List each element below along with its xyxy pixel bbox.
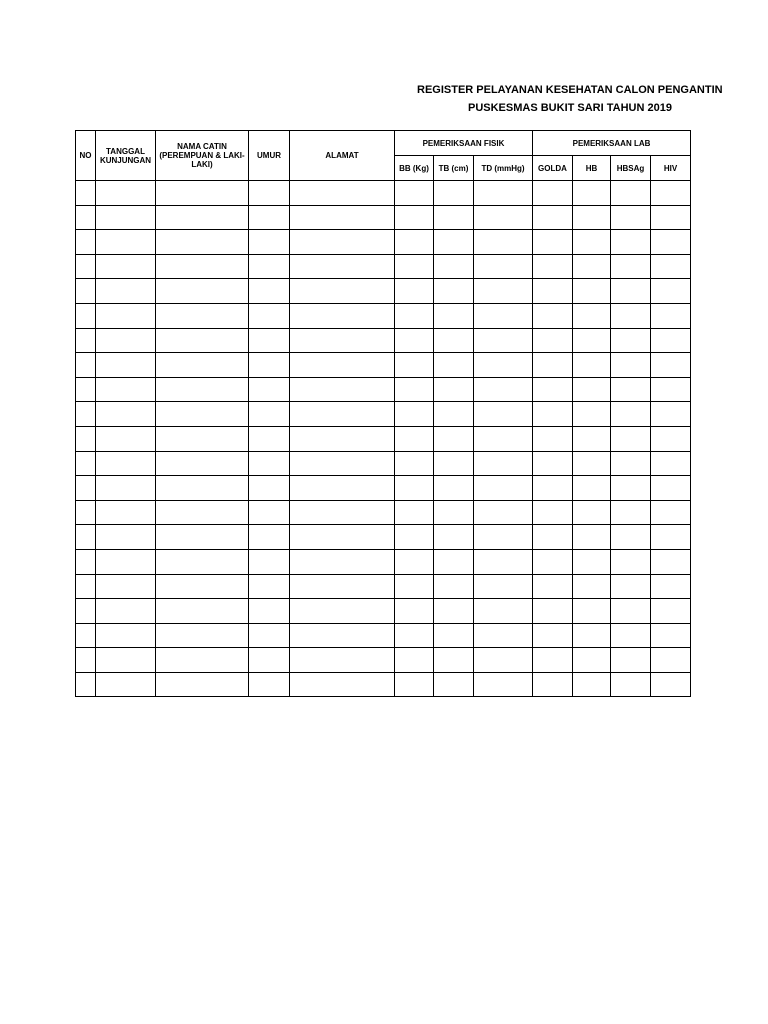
cell-no xyxy=(76,353,96,378)
cell-no xyxy=(76,672,96,697)
cell-hbsag xyxy=(611,230,651,255)
cell-bb xyxy=(395,303,434,328)
cell-tb xyxy=(434,181,474,206)
cell-golda xyxy=(533,328,573,353)
cell-tb xyxy=(434,648,474,673)
cell-tanggal xyxy=(96,328,156,353)
cell-td xyxy=(474,426,533,451)
cell-hbsag xyxy=(611,181,651,206)
cell-tb xyxy=(434,672,474,697)
cell-alamat xyxy=(290,476,395,501)
cell-hb xyxy=(573,377,611,402)
cell-umur xyxy=(249,672,290,697)
cell-hbsag xyxy=(611,402,651,427)
cell-hiv xyxy=(651,451,691,476)
cell-tanggal xyxy=(96,181,156,206)
cell-alamat xyxy=(290,279,395,304)
cell-golda xyxy=(533,672,573,697)
cell-nama xyxy=(156,500,249,525)
cell-hiv xyxy=(651,623,691,648)
cell-nama xyxy=(156,525,249,550)
cell-hbsag xyxy=(611,353,651,378)
cell-hiv xyxy=(651,328,691,353)
cell-golda xyxy=(533,500,573,525)
cell-nama xyxy=(156,279,249,304)
cell-umur xyxy=(249,426,290,451)
cell-umur xyxy=(249,279,290,304)
cell-tb xyxy=(434,402,474,427)
cell-bb xyxy=(395,230,434,255)
cell-umur xyxy=(249,549,290,574)
cell-td xyxy=(474,279,533,304)
table-row xyxy=(76,525,691,550)
cell-no xyxy=(76,181,96,206)
cell-tb xyxy=(434,623,474,648)
cell-tb xyxy=(434,500,474,525)
cell-hbsag xyxy=(611,574,651,599)
cell-hbsag xyxy=(611,279,651,304)
cell-golda xyxy=(533,451,573,476)
cell-bb xyxy=(395,402,434,427)
table-row xyxy=(76,672,691,697)
header-umur: UMUR xyxy=(249,131,290,181)
cell-golda xyxy=(533,181,573,206)
cell-tanggal xyxy=(96,599,156,624)
cell-td xyxy=(474,648,533,673)
cell-hbsag xyxy=(611,476,651,501)
cell-golda xyxy=(533,353,573,378)
table-row xyxy=(76,549,691,574)
cell-no xyxy=(76,648,96,673)
cell-nama xyxy=(156,402,249,427)
cell-hiv xyxy=(651,181,691,206)
cell-hiv xyxy=(651,599,691,624)
cell-hiv xyxy=(651,254,691,279)
cell-bb xyxy=(395,279,434,304)
cell-tb xyxy=(434,230,474,255)
cell-td xyxy=(474,525,533,550)
cell-golda xyxy=(533,648,573,673)
header-pemeriksaan-fisik: PEMERIKSAAN FISIK xyxy=(395,131,533,156)
cell-td xyxy=(474,181,533,206)
cell-tanggal xyxy=(96,500,156,525)
cell-hb xyxy=(573,254,611,279)
cell-td xyxy=(474,377,533,402)
header-td: TD (mmHg) xyxy=(474,156,533,181)
cell-bb xyxy=(395,181,434,206)
cell-nama xyxy=(156,549,249,574)
cell-alamat xyxy=(290,205,395,230)
cell-hiv xyxy=(651,648,691,673)
cell-bb xyxy=(395,574,434,599)
cell-hiv xyxy=(651,574,691,599)
document-title xyxy=(417,83,768,115)
cell-no xyxy=(76,549,96,574)
cell-hb xyxy=(573,599,611,624)
header-tanggal-kunjungan: TANGGAL KUNJUNGAN xyxy=(96,131,156,181)
cell-hiv xyxy=(651,500,691,525)
table-row xyxy=(76,648,691,673)
cell-nama xyxy=(156,230,249,255)
cell-no xyxy=(76,230,96,255)
cell-golda xyxy=(533,623,573,648)
cell-hbsag xyxy=(611,328,651,353)
cell-nama xyxy=(156,353,249,378)
cell-no xyxy=(76,279,96,304)
cell-alamat xyxy=(290,599,395,624)
table-row xyxy=(76,623,691,648)
cell-umur xyxy=(249,525,290,550)
cell-hb xyxy=(573,279,611,304)
cell-alamat xyxy=(290,672,395,697)
cell-umur xyxy=(249,648,290,673)
cell-hiv xyxy=(651,353,691,378)
cell-no xyxy=(76,623,96,648)
header-hb: HB xyxy=(573,156,611,181)
cell-hiv xyxy=(651,476,691,501)
table-row xyxy=(76,377,691,402)
table-row xyxy=(76,328,691,353)
cell-hbsag xyxy=(611,303,651,328)
cell-tanggal xyxy=(96,402,156,427)
cell-no xyxy=(76,254,96,279)
cell-tanggal xyxy=(96,254,156,279)
cell-nama xyxy=(156,672,249,697)
cell-hbsag xyxy=(611,549,651,574)
table-row xyxy=(76,500,691,525)
cell-nama xyxy=(156,648,249,673)
cell-hbsag xyxy=(611,623,651,648)
cell-hiv xyxy=(651,230,691,255)
cell-bb xyxy=(395,549,434,574)
cell-umur xyxy=(249,574,290,599)
cell-alamat xyxy=(290,623,395,648)
cell-no xyxy=(76,525,96,550)
cell-hb xyxy=(573,205,611,230)
cell-alamat xyxy=(290,377,395,402)
cell-alamat xyxy=(290,451,395,476)
cell-alamat xyxy=(290,525,395,550)
cell-tb xyxy=(434,353,474,378)
cell-td xyxy=(474,303,533,328)
cell-bb xyxy=(395,451,434,476)
cell-alamat xyxy=(290,500,395,525)
cell-bb xyxy=(395,426,434,451)
cell-hb xyxy=(573,476,611,501)
cell-golda xyxy=(533,549,573,574)
cell-tanggal xyxy=(96,377,156,402)
cell-tb xyxy=(434,549,474,574)
cell-no xyxy=(76,402,96,427)
cell-umur xyxy=(249,599,290,624)
cell-golda xyxy=(533,279,573,304)
header-alamat: ALAMAT xyxy=(290,131,395,181)
cell-bb xyxy=(395,205,434,230)
cell-umur xyxy=(249,328,290,353)
cell-tanggal xyxy=(96,426,156,451)
cell-td xyxy=(474,353,533,378)
cell-nama xyxy=(156,303,249,328)
cell-tb xyxy=(434,303,474,328)
table-row xyxy=(76,230,691,255)
cell-umur xyxy=(249,353,290,378)
cell-bb xyxy=(395,623,434,648)
cell-tanggal xyxy=(96,451,156,476)
cell-no xyxy=(76,328,96,353)
title-line-2: PUSKESMAS BUKIT SARI TAHUN 2019 xyxy=(468,102,672,114)
cell-td xyxy=(474,402,533,427)
cell-tanggal xyxy=(96,279,156,304)
cell-tb xyxy=(434,426,474,451)
cell-hiv xyxy=(651,205,691,230)
cell-hiv xyxy=(651,377,691,402)
cell-alamat xyxy=(290,549,395,574)
cell-alamat xyxy=(290,254,395,279)
cell-td xyxy=(474,205,533,230)
cell-tanggal xyxy=(96,230,156,255)
cell-td xyxy=(474,328,533,353)
cell-hbsag xyxy=(611,451,651,476)
register-body xyxy=(76,181,691,697)
cell-hb xyxy=(573,328,611,353)
cell-hb xyxy=(573,525,611,550)
cell-hbsag xyxy=(611,648,651,673)
cell-nama xyxy=(156,205,249,230)
cell-nama xyxy=(156,623,249,648)
cell-hb xyxy=(573,648,611,673)
cell-tanggal xyxy=(96,476,156,501)
cell-golda xyxy=(533,402,573,427)
cell-golda xyxy=(533,599,573,624)
cell-hb xyxy=(573,574,611,599)
cell-hiv xyxy=(651,426,691,451)
cell-td xyxy=(474,574,533,599)
cell-hiv xyxy=(651,549,691,574)
header-tb: TB (cm) xyxy=(434,156,474,181)
cell-hb xyxy=(573,451,611,476)
cell-umur xyxy=(249,230,290,255)
cell-alamat xyxy=(290,574,395,599)
cell-golda xyxy=(533,426,573,451)
cell-hb xyxy=(573,402,611,427)
cell-golda xyxy=(533,525,573,550)
register-table xyxy=(75,130,691,697)
cell-hb xyxy=(573,353,611,378)
cell-nama xyxy=(156,426,249,451)
cell-no xyxy=(76,205,96,230)
header-bb: BB (Kg) xyxy=(395,156,434,181)
cell-tb xyxy=(434,205,474,230)
cell-nama xyxy=(156,476,249,501)
cell-hbsag xyxy=(611,377,651,402)
cell-nama xyxy=(156,599,249,624)
cell-bb xyxy=(395,353,434,378)
cell-golda xyxy=(533,377,573,402)
cell-hbsag xyxy=(611,205,651,230)
header-golda: GOLDA xyxy=(533,156,573,181)
cell-alamat xyxy=(290,402,395,427)
cell-no xyxy=(76,476,96,501)
cell-bb xyxy=(395,500,434,525)
cell-tanggal xyxy=(96,672,156,697)
cell-golda xyxy=(533,303,573,328)
cell-hb xyxy=(573,303,611,328)
cell-nama xyxy=(156,377,249,402)
cell-tanggal xyxy=(96,574,156,599)
cell-alamat xyxy=(290,426,395,451)
cell-hbsag xyxy=(611,525,651,550)
cell-td xyxy=(474,451,533,476)
cell-umur xyxy=(249,254,290,279)
cell-hb xyxy=(573,672,611,697)
cell-no xyxy=(76,451,96,476)
cell-umur xyxy=(249,303,290,328)
cell-hb xyxy=(573,426,611,451)
cell-no xyxy=(76,500,96,525)
cell-hbsag xyxy=(611,254,651,279)
header-hiv: HIV xyxy=(651,156,691,181)
cell-alamat xyxy=(290,181,395,206)
table-row xyxy=(76,353,691,378)
cell-no xyxy=(76,574,96,599)
cell-tb xyxy=(434,451,474,476)
cell-td xyxy=(474,672,533,697)
cell-golda xyxy=(533,254,573,279)
cell-td xyxy=(474,254,533,279)
cell-hiv xyxy=(651,303,691,328)
cell-umur xyxy=(249,451,290,476)
cell-nama xyxy=(156,574,249,599)
cell-nama xyxy=(156,451,249,476)
cell-tanggal xyxy=(96,549,156,574)
header-pemeriksaan-lab: PEMERIKSAAN LAB xyxy=(533,131,691,156)
table-row xyxy=(76,451,691,476)
cell-hiv xyxy=(651,279,691,304)
cell-hiv xyxy=(651,402,691,427)
cell-bb xyxy=(395,648,434,673)
cell-bb xyxy=(395,599,434,624)
cell-tanggal xyxy=(96,303,156,328)
cell-no xyxy=(76,599,96,624)
cell-golda xyxy=(533,230,573,255)
cell-tb xyxy=(434,254,474,279)
cell-td xyxy=(474,623,533,648)
cell-umur xyxy=(249,402,290,427)
header-nama-catin: NAMA CATIN (PEREMPUAN & LAKI-LAKI) xyxy=(156,131,249,181)
table-row xyxy=(76,426,691,451)
cell-hiv xyxy=(651,525,691,550)
cell-alamat xyxy=(290,230,395,255)
header-no: NO xyxy=(76,131,96,181)
cell-hb xyxy=(573,230,611,255)
cell-golda xyxy=(533,205,573,230)
cell-tanggal xyxy=(96,525,156,550)
cell-hbsag xyxy=(611,500,651,525)
cell-tb xyxy=(434,476,474,501)
cell-golda xyxy=(533,476,573,501)
cell-td xyxy=(474,230,533,255)
cell-nama xyxy=(156,254,249,279)
cell-tanggal xyxy=(96,623,156,648)
cell-tb xyxy=(434,574,474,599)
cell-nama xyxy=(156,181,249,206)
cell-bb xyxy=(395,476,434,501)
cell-hiv xyxy=(651,672,691,697)
cell-hb xyxy=(573,500,611,525)
cell-td xyxy=(474,476,533,501)
table-row xyxy=(76,599,691,624)
cell-alamat xyxy=(290,328,395,353)
cell-bb xyxy=(395,328,434,353)
cell-tb xyxy=(434,279,474,304)
table-row xyxy=(76,279,691,304)
cell-hbsag xyxy=(611,426,651,451)
cell-bb xyxy=(395,254,434,279)
table-row xyxy=(76,181,691,206)
cell-tanggal xyxy=(96,353,156,378)
cell-umur xyxy=(249,623,290,648)
table-row xyxy=(76,476,691,501)
cell-umur xyxy=(249,377,290,402)
cell-alamat xyxy=(290,353,395,378)
cell-alamat xyxy=(290,648,395,673)
cell-td xyxy=(474,549,533,574)
title-line-1: REGISTER PELAYANAN KESEHATAN CALON PENGANTIN xyxy=(417,84,723,96)
cell-td xyxy=(474,599,533,624)
cell-tb xyxy=(434,377,474,402)
cell-tanggal xyxy=(96,648,156,673)
table-row xyxy=(76,254,691,279)
cell-umur xyxy=(249,181,290,206)
cell-hbsag xyxy=(611,599,651,624)
cell-hb xyxy=(573,549,611,574)
table-row xyxy=(76,303,691,328)
cell-hbsag xyxy=(611,672,651,697)
cell-tb xyxy=(434,525,474,550)
cell-td xyxy=(474,500,533,525)
table-row xyxy=(76,205,691,230)
cell-bb xyxy=(395,377,434,402)
cell-tb xyxy=(434,328,474,353)
cell-bb xyxy=(395,525,434,550)
table-row xyxy=(76,402,691,427)
table-row xyxy=(76,574,691,599)
cell-no xyxy=(76,426,96,451)
cell-hb xyxy=(573,181,611,206)
cell-tb xyxy=(434,599,474,624)
header-hbsag: HBSAg xyxy=(611,156,651,181)
cell-no xyxy=(76,377,96,402)
cell-umur xyxy=(249,476,290,501)
cell-hb xyxy=(573,623,611,648)
cell-bb xyxy=(395,672,434,697)
cell-umur xyxy=(249,500,290,525)
cell-umur xyxy=(249,205,290,230)
cell-tanggal xyxy=(96,205,156,230)
cell-alamat xyxy=(290,303,395,328)
cell-nama xyxy=(156,328,249,353)
cell-no xyxy=(76,303,96,328)
cell-golda xyxy=(533,574,573,599)
